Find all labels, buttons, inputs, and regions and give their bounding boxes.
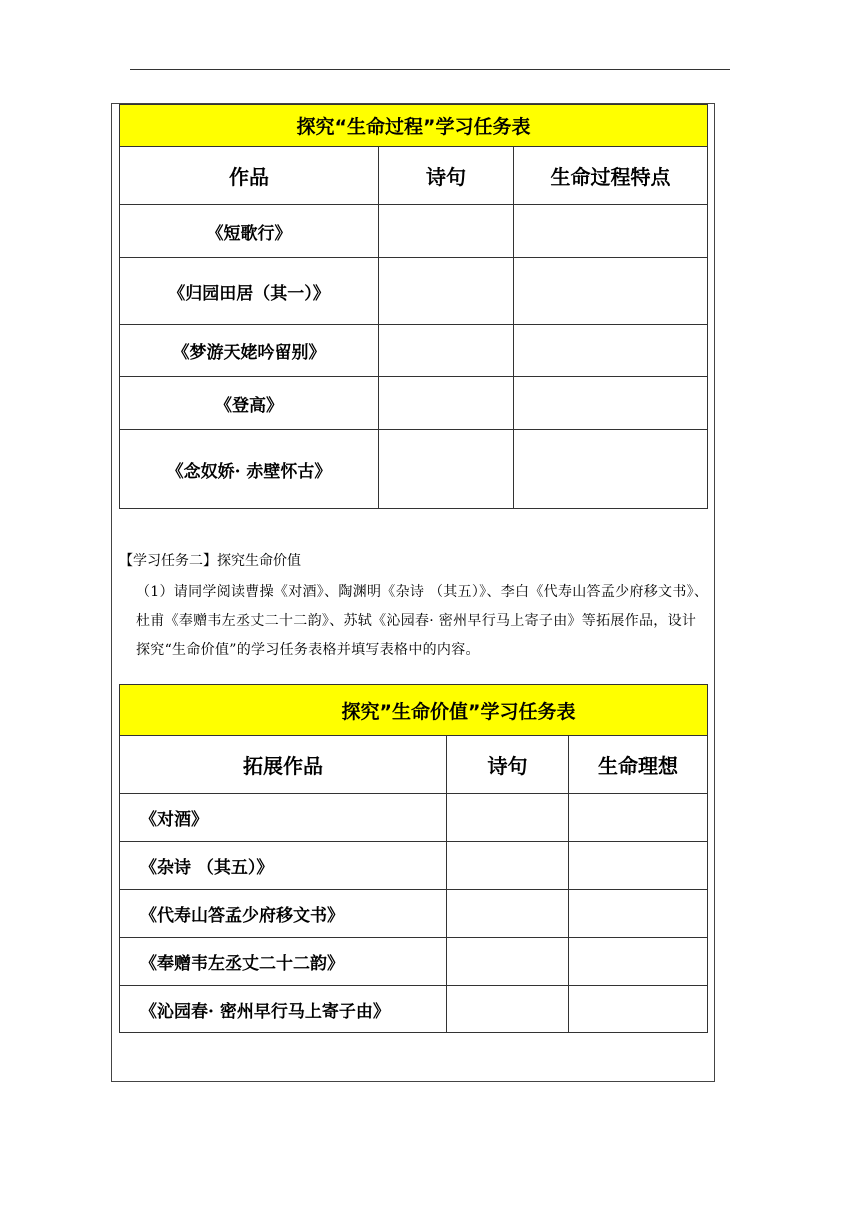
ideal-cell	[569, 938, 708, 986]
ideal-cell	[569, 794, 708, 842]
work-title: 《登高》	[120, 377, 379, 430]
column-header-verse: 诗句	[379, 147, 514, 205]
verse-cell	[379, 205, 514, 258]
verse-cell	[379, 325, 514, 377]
life-value-task-table	[119, 684, 708, 1033]
work-title: 《念奴娇· 赤壁怀古》	[120, 430, 379, 509]
trait-cell	[514, 430, 708, 509]
column-header-life-ideal: 生命理想	[569, 736, 708, 794]
table-row	[120, 794, 708, 842]
page-header-rule	[130, 69, 730, 70]
work-title: 《对酒》	[120, 794, 447, 842]
verse-cell	[447, 890, 569, 938]
life-process-task-table	[119, 104, 708, 509]
table-row	[120, 986, 708, 1033]
ideal-cell	[569, 842, 708, 890]
verse-cell	[447, 842, 569, 890]
work-title: 《沁园春· 密州早行马上寄子由》	[120, 986, 447, 1033]
ideal-cell	[569, 986, 708, 1033]
table-row	[120, 890, 708, 938]
work-title: 《代寿山答孟少府移文书》	[120, 890, 447, 938]
table-title: 探究”生命价值”学习任务表	[120, 685, 708, 736]
table-row	[120, 205, 708, 258]
verse-cell	[379, 430, 514, 509]
table-row	[120, 325, 708, 377]
trait-cell	[514, 205, 708, 258]
work-title: 《奉赠韦左丞丈二十二韵》	[120, 938, 447, 986]
table-row	[120, 377, 708, 430]
trait-cell	[514, 258, 708, 325]
column-header-work: 作品	[120, 147, 379, 205]
verse-cell	[447, 986, 569, 1033]
table-title: 探究“生命过程”学习任务表	[120, 105, 708, 147]
verse-cell	[447, 794, 569, 842]
trait-cell	[514, 325, 708, 377]
verse-cell	[379, 377, 514, 430]
table-row	[120, 842, 708, 890]
verse-cell	[379, 258, 514, 325]
column-header-life-process: 生命过程特点	[514, 147, 708, 205]
work-title: 《梦游天姥吟留别》	[120, 325, 379, 377]
work-title: 《短歌行》	[120, 205, 379, 258]
table-row	[120, 430, 708, 509]
trait-cell	[514, 377, 708, 430]
task-two-heading: 【学习任务二】探究生命价值	[119, 553, 301, 569]
verse-cell	[447, 938, 569, 986]
table-row	[120, 938, 708, 986]
column-header-extended-work: 拓展作品	[120, 736, 447, 794]
work-title: 《杂诗 （其五）》	[120, 842, 447, 890]
column-header-verse: 诗句	[447, 736, 569, 794]
work-title: 《归园田居（其一）》	[120, 258, 379, 325]
task-two-paragraph: （1）请同学阅读曹操《对酒》、陶渊明《杂诗 （其五）》、李白《代寿山答孟少府移文书》、杜甫《奉赠韦左丞丈二十二韵》、苏轼《沁园春· 密州早行马上寄子由》等拓展作品，设计探究“生命价值”的学习任务表格并填写表格中的内容。	[136, 584, 709, 658]
ideal-cell	[569, 890, 708, 938]
table-row	[120, 258, 708, 325]
